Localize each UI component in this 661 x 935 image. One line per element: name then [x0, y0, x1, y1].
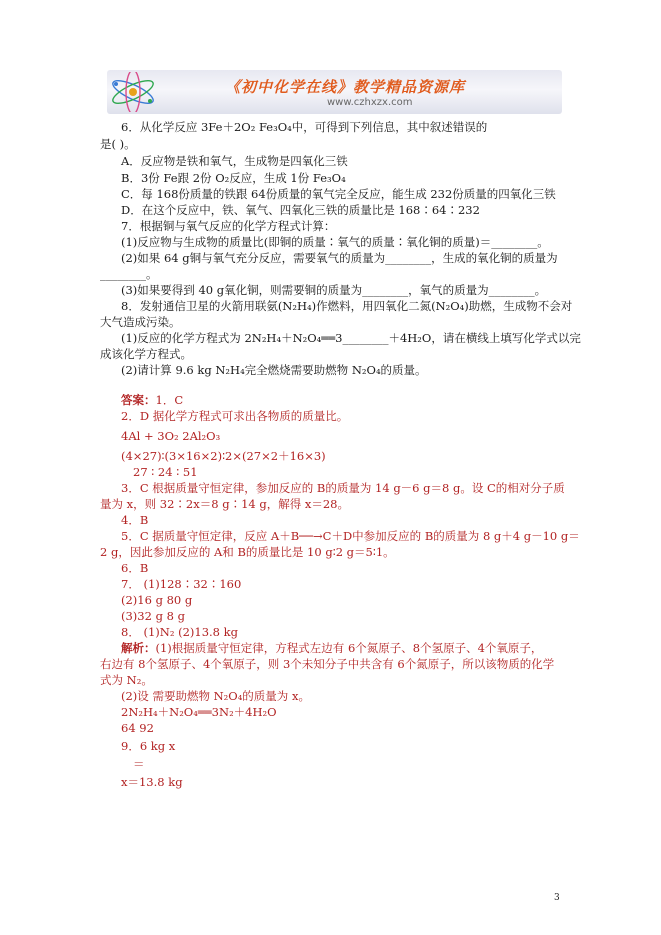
- answer-line: 2 g，因此参加反应的 A和 B的质量比是 10 g∶2 g＝5∶1。: [100, 545, 395, 559]
- question-line: A．反应物是铁和氧气，生成物是四氧化三铁: [121, 154, 348, 168]
- answer-line: 5．C 据质量守恒定律，反应 A＋B──→C＋D中参加反应的 B的质量为 8 g＋4 g－10 g＝: [121, 529, 580, 543]
- atom-logo-icon: [107, 72, 159, 112]
- header-banner: [107, 70, 562, 114]
- answer-line: (2)设 需要助燃物 N₂O₄的质量为 x。: [121, 689, 310, 703]
- question-line: 6．从化学反应 3Fe＋2O₂ Fe₃O₄中，可得到下列信息，其中叙述错误的: [121, 120, 488, 134]
- answer-line: 27 ∶ 24 ∶ 51: [133, 465, 198, 479]
- answer-line: (4×27)∶(3×16×2)∶2×(27×2＋16×3): [121, 449, 326, 463]
- answer-line: 4．B: [121, 513, 149, 527]
- question-line: ________。: [100, 267, 158, 281]
- answer-line: 右边有 8个氢原子、4个氧原子，则 3个未知分子中共含有 6个氮原子，所以该物质的化学: [100, 657, 555, 671]
- question-line: 8．发射通信卫星的火箭用联氨(N₂H₄)作燃料，用四氧化二氮(N₂O₄)助燃，生成物不会对: [121, 299, 573, 313]
- question-line: (2)请计算 9.6 kg N₂H₄完全燃烧需要助燃物 N₂O₄的质量。: [121, 363, 427, 377]
- question-line: B．3份 Fe跟 2份 O₂反应，生成 1份 Fe₃O₄: [121, 171, 346, 185]
- question-line: 7．根据铜与氧气反应的化学方程式计算：: [121, 219, 336, 233]
- answer-line: 4Al + 3O₂ 2Al₂O₃: [121, 429, 221, 443]
- answer-line: (2)16 g 80 g: [121, 593, 193, 607]
- answer-line: 解析：(1)根据质量守恒定律，方程式左边有 6个氮原子、8个氢原子、4个氧原子，: [121, 641, 543, 655]
- question-line: 成该化学方程式。: [100, 347, 192, 361]
- answer-line: 64 92: [121, 721, 154, 735]
- label-prefix: 答案：: [121, 393, 156, 407]
- banner-title: 《初中化学在线》教学精品资源库: [225, 78, 466, 96]
- answer-line: ＝: [133, 757, 145, 771]
- page-number: 3: [554, 893, 560, 903]
- answer-line: 2N₂H₄＋N₂O₄══3N₂＋4H₂O: [121, 705, 277, 719]
- answer-line: 6．B: [121, 561, 149, 575]
- banner-url: www.czhxzx.com: [327, 97, 413, 108]
- answer-line: 8． (1)N₂ (2)13.8 kg: [121, 625, 238, 639]
- answer-line: x＝13.8 kg: [121, 775, 183, 789]
- question-line: (1)反应物与生成物的质量比(即铜的质量∶氧气的质量∶氧化铜的质量)＝________。: [121, 235, 549, 249]
- question-line: (3)如果要得到 40 g氧化铜，则需要铜的质量为________，氧气的质量为________。: [121, 283, 547, 297]
- question-line: D．在这个反应中，铁、氧气、四氧化三铁的质量比是 168∶64∶232: [121, 203, 480, 217]
- question-line: (2)如果 64 g铜与氧气充分反应，需要氧气的质量为________，生成的氧化铜的质量为: [121, 251, 558, 265]
- answer-line: 7． (1)128∶32∶160: [121, 577, 242, 591]
- answer-line: 3．C 根据质量守恒定律，参加反应的 B的质量为 14 g－6 g＝8 g。设 C的相对分子质: [121, 481, 565, 495]
- label-prefix: 解析：: [121, 641, 156, 655]
- answer-line: 答案：1．C: [121, 393, 184, 407]
- answer-line: 量为 x，则 32∶2x＝8 g∶14 g，解得 x＝28。: [100, 497, 349, 511]
- answer-line: 9．6 kg x: [121, 739, 176, 753]
- answer-line: 式为 N₂。: [100, 673, 153, 687]
- answer-line: (3)32 g 8 g: [121, 609, 185, 623]
- question-line: C．每 168份质量的铁跟 64份质量的氧气完全反应，能生成 232份质量的四氧化三铁: [121, 187, 556, 201]
- question-line: 大气造成污染。: [100, 315, 181, 329]
- answer-line: 2．D 据化学方程式可求出各物质的质量比。: [121, 409, 349, 423]
- question-line: (1)反应的化学方程式为 2N₂H₄＋N₂O₄══3________＋4H₂O，请在横线上填写化学式以完: [121, 331, 581, 345]
- question-line: 是( )。: [100, 137, 136, 151]
